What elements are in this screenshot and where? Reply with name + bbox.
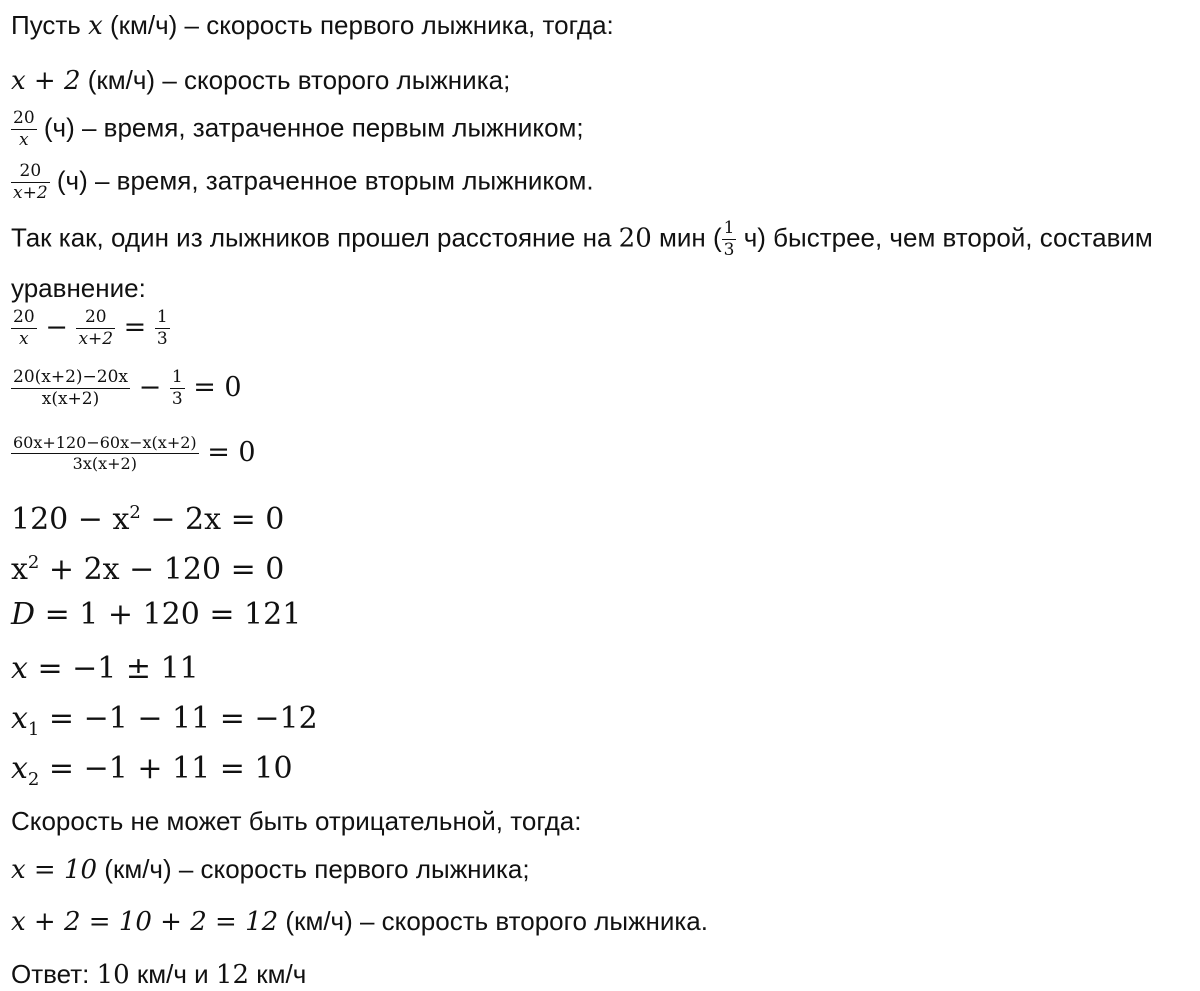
equation-6: D = 1 + 120 = 121 — [11, 597, 302, 632]
fraction: $\frac{20}{x}$ — [13, 307, 35, 349]
equation-4: $120 - x^2 - 2x = 0$ — [11, 502, 285, 537]
fraction: $\frac{60x+120-60x-x(x+2)}{3x(x+2)}$ — [13, 433, 197, 473]
fraction: $\frac{1}{3}$ — [723, 218, 735, 260]
equation-9: $x_2 = -1 + 11 = 10$ — [11, 751, 293, 790]
fraction: $\frac{1}{3}$ — [156, 307, 168, 349]
fraction: $\frac{20}{x+2}$ — [13, 161, 48, 203]
equation-1: $\frac{20}{x}$ − $\frac{20}{x+2}$ = $\frac{1}{3}$ — [13, 307, 168, 349]
equation-8: $x_1 = -1 - 11 = -12$ — [11, 701, 318, 740]
line-4: $\frac{20}{x+2}$ (ч) – время, затраченное вторым лыжником. — [13, 161, 594, 203]
line-8: x = 10 (км/ч) – скорость первого лыжника; — [11, 854, 530, 885]
fraction: $\frac{20}{x}$ — [13, 108, 35, 150]
fraction: $\frac{1}{3}$ — [171, 367, 183, 409]
equation-5: $x^2 + 2x - 120 = 0$ — [11, 552, 285, 587]
line-2: x + 2 (км/ч) – скорость второго лыжника; — [11, 65, 511, 96]
line-6: уравнение: — [11, 273, 146, 303]
equation-3: $\frac{60x+120-60x-x(x+2)}{3x(x+2)}$ = 0 — [13, 433, 256, 473]
equation-7: x = −1 ± 11 — [11, 651, 199, 686]
fraction: $\frac{20(x+2)-20x}{x(x+2)}$ — [13, 367, 129, 409]
fraction: $\frac{20}{x+2}$ — [78, 307, 114, 349]
line-7: Скорость не может быть отрицательной, тогда: — [11, 806, 582, 836]
answer-line: Ответ: 10 км/ч и 12 км/ч — [11, 959, 307, 990]
line-5: Так как, один из лыжников прошел расстояние на 20 мин ( $\frac{1}{3}$ ч) быстрее, чем второй, составим — [11, 218, 1153, 260]
line-1: Пусть x (км/ч) – скорость первого лыжника, тогда: — [11, 10, 614, 41]
equation-2: $\frac{20(x+2)-20x}{x(x+2)}$ − $\frac{1}{3}$ = 0 — [13, 367, 242, 409]
line-9: x + 2 = 10 + 2 = 12 (км/ч) – скорость второго лыжника. — [11, 906, 708, 937]
line-3: $\frac{20}{x}$ (ч) – время, затраченное первым лыжником; — [13, 108, 584, 150]
